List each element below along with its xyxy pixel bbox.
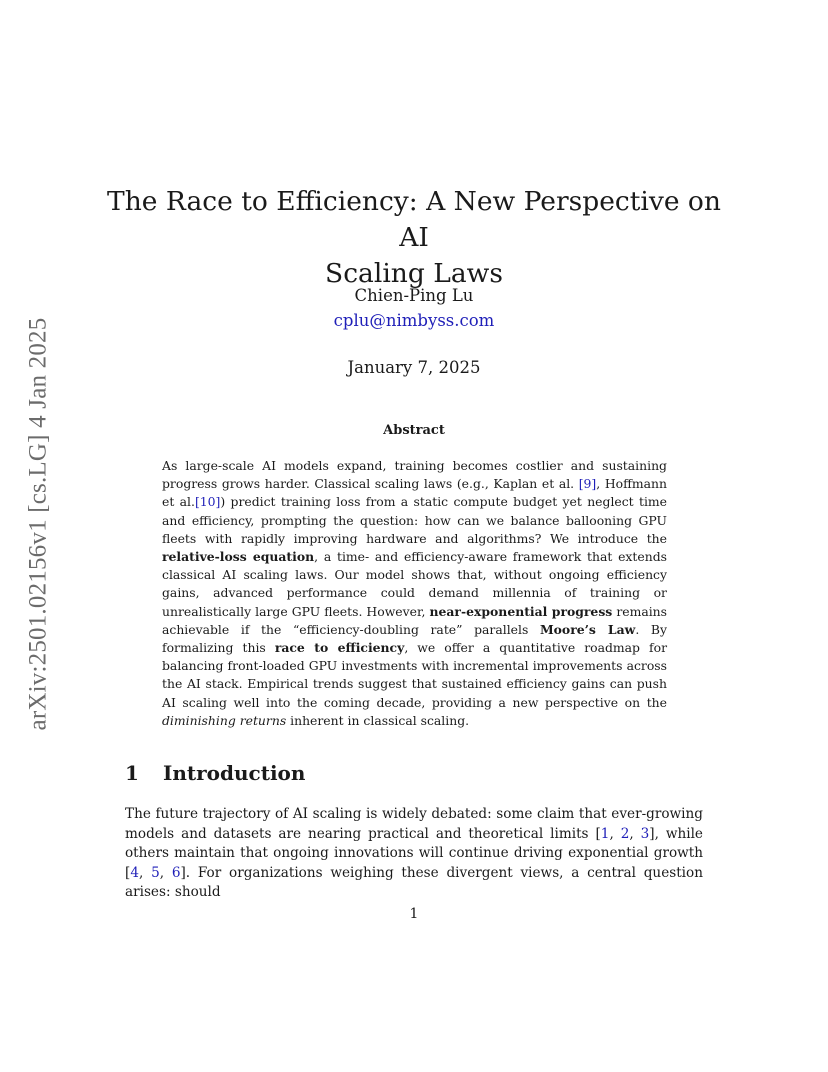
paper-title bbox=[100, 184, 728, 292]
abstract-bold-term: near-exponential progress bbox=[429, 603, 613, 619]
intro-text: , bbox=[629, 825, 641, 842]
abstract-text: , we offer a quantitative roadmap for balancing front-loaded GPU investments with incremental improvements across the AI stack. Empirical trends suggest that sustained efficiency gains can push AI scaling well into the coming decade, providing a new perspective on the bbox=[162, 640, 668, 710]
abstract-text: ) predict training loss from a static compute budget yet neglect time and efficiency, prompting the question: how can we balance ballooning GPU fleets with rapidly improving hardware and algorithms? We introduce the bbox=[162, 494, 668, 546]
abstract-text: As large-scale AI models expand, training becomes costlier and sustaining progress grows harder. Classical scaling laws (e.g., Kaplan et al. bbox=[162, 458, 667, 492]
section-heading-introduction bbox=[125, 761, 305, 785]
abstract-text: inherent in classical scaling. bbox=[286, 712, 470, 728]
abstract-bold-term: race to efficiency bbox=[274, 640, 405, 656]
intro-text: ]. For organizations weighing these divergent views, a central question arises: should bbox=[125, 864, 703, 900]
paper-title-line-1: The Race to Efficiency: A New Perspective on AI bbox=[107, 186, 721, 253]
citation-link[interactable]: 4 bbox=[130, 864, 139, 881]
citation-link[interactable]: [10] bbox=[194, 494, 221, 510]
intro-text: The future trajectory of AI scaling is widely debated: some claim that ever-growing models and datasets are nearing practical and theoretical limits [ bbox=[125, 806, 703, 842]
citation-link[interactable]: 5 bbox=[151, 864, 160, 881]
abstract-text: . By formalizing this bbox=[162, 621, 668, 656]
abstract-paragraph bbox=[162, 457, 667, 730]
section-number: 1 bbox=[125, 761, 139, 785]
paper-title-line-2: Scaling Laws bbox=[325, 258, 503, 289]
abstract-text: , Hoffmann et al. bbox=[162, 476, 667, 510]
intro-text: , bbox=[138, 864, 152, 881]
page-number: 1 bbox=[409, 906, 419, 922]
citation-link[interactable]: 1 bbox=[600, 825, 610, 842]
abstract-bold-term: Moore’s Law bbox=[539, 621, 636, 637]
section-title: Introduction bbox=[163, 761, 306, 785]
author-email-link[interactable]: cplu@nimbyss.com bbox=[333, 311, 495, 330]
introduction-paragraph bbox=[125, 805, 703, 903]
abstract-text: remains achievable if the “efficiency-doubling rate” parallels bbox=[162, 603, 668, 637]
citation-link[interactable]: 6 bbox=[171, 864, 181, 881]
citation-link[interactable]: 2 bbox=[620, 825, 630, 842]
intro-text: ], while others maintain that ongoing innovations will continue driving exponential growth [ bbox=[125, 825, 703, 881]
author-name: Chien-Ping Lu bbox=[354, 286, 474, 305]
abstract-bold-term: relative-loss equation bbox=[162, 549, 315, 565]
citation-link[interactable]: 3 bbox=[640, 825, 650, 842]
intro-text: , bbox=[609, 825, 621, 842]
abstract-text: , a time- and efficiency-aware framework that extends classical AI scaling laws. Our model shows that, without ongoing efficiency gains, advanced performance could demand millennia of training or unrealistically large GPU fleets. However, bbox=[162, 549, 668, 619]
intro-text: , bbox=[159, 864, 172, 881]
abstract-italic-term: diminishing returns bbox=[162, 712, 287, 728]
abstract-heading: Abstract bbox=[383, 423, 445, 438]
publication-date: January 7, 2025 bbox=[347, 358, 481, 377]
arxiv-identifier-text: arXiv:2501.02156v1 [cs.LG] 4 Jan 2025 bbox=[24, 317, 51, 731]
citation-link[interactable]: [9] bbox=[578, 476, 597, 492]
